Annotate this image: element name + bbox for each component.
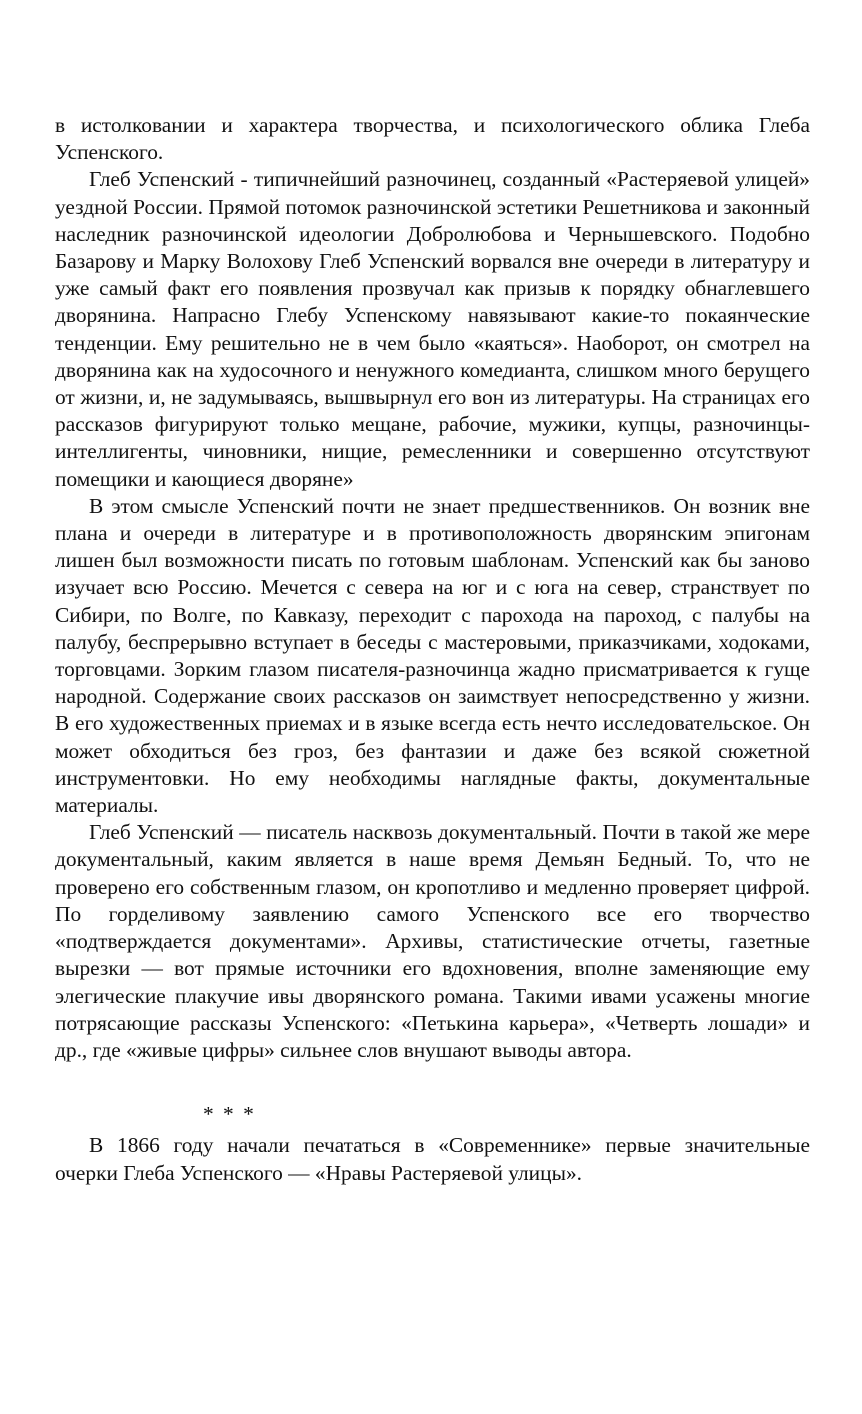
paragraph-no-predecessors: В этом смысле Успенский почти не знает предшественников. Он возник вне плана и очереди в литературе и в противоположность дворянским эпигонам лишен был возможности писать по готовым шаблонам. Успенский как бы заново изучает всю Россию. Мечется с севера на юг и с юга на север, странствует по Сибири, по Волге, по Кавказу, переходит с парохода на пароход, с палубы на палубу, беспрерывно вступает в беседы с мастеровыми, приказчиками, ходоками, торговцами. Зорким глазом писателя-разночинца жадно присматривается к гуще народной. Содержание своих рассказов он заимствует непосредственно у жизни. В его художественных приемах и в языке всегда есть нечто исследовательское. Он может обходиться без гроз, без фантазии и даже без всякой сюжетной инструментовки. Но ему необходимы наглядные факты, документальные материалы.: [55, 493, 810, 818]
paragraph-continuation: в истолковании и характера творчества, и психологического облика Глеба Успенского.: [55, 113, 810, 165]
section-separator: * * *: [203, 1102, 256, 1127]
paragraph-1866: В 1866 году начали печататься в «Современнике» первые значительные очерки Глеба Успенского — «Нравы Растеряевой улицы».: [55, 1133, 810, 1185]
paragraph-uspensky-raznochinets: Глеб Успенский - типичнейший разночинец, созданный «Растеряевой улицей» уездной России. Прямой потомок разночинской эстетики Решетникова и законный наследник разночинской идеологии Добролюбова и Чернышевского. Подобно Базарову и Марку Волохову Глеб Успенский ворвался вне очереди в литературу и уже самый факт его появления прозвучал как призыв к порядку обнаглевшего дворянина. Напрасно Глебу Успенскому навязывают какие-то покаянческие тенденции. Ему решительно не в чем было «каяться». Наоборот, он смотрел на дворянина как на худосочного и ненужного комедианта, слишком много берущего от жизни, и, не задумываясь, вышвырнул его вон из литературы. На страницах его рассказов фигурируют только мещане, рабочие, мужики, купцы, разночинцы-интеллигенты, чиновники, нищие, ремесленники и совершенно отсутствуют помещики и кающиеся дворяне»: [55, 167, 810, 491]
paragraph-documentary-writer: Глеб Успенский — писатель насквозь документальный. Почти в такой же мере документальный, каким является в наше время Демьян Бедный. То, что не проверено его собственным глазом, он кропотливо и медленно проверяет цифрой. По горделивому заявлению самого Успенского все его творчество «подтверждается документами». Архивы, статистические отчеты, газетные вырезки — вот прямые источники его вдохновения, вполне заменяющие ему элегические плакучие ивы дворянского романа. Такими ивами усажены многие потрясающие рассказы Успенского: «Петькина карьера», «Четверть лошади» и др., где «живые цифры» сильнее слов внушают выводы автора.: [55, 820, 810, 1062]
document-page: [55, 112, 810, 1187]
